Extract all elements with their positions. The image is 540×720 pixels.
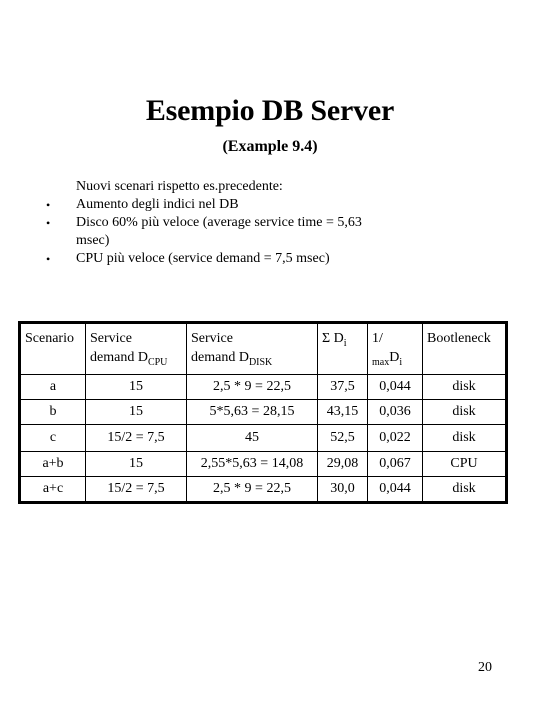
header-scenario: Scenario bbox=[20, 323, 86, 375]
header-inv-line1: 1/ bbox=[372, 331, 383, 346]
cell-disk-demand: 2,5 * 9 = 22,5 bbox=[187, 477, 318, 503]
cell-disk-demand: 2,5 * 9 = 22,5 bbox=[187, 375, 318, 400]
bullet-item bbox=[46, 196, 386, 214]
cell-cpu-demand: 15/2 = 7,5 bbox=[86, 425, 187, 452]
cell-max-throughput: 0,044 bbox=[368, 477, 423, 503]
header-cpu-demand bbox=[86, 323, 187, 375]
bullet-icon: • bbox=[46, 198, 51, 212]
cell-cpu-demand: 15 bbox=[86, 375, 187, 400]
table-row bbox=[20, 425, 507, 452]
cell-cpu-demand: 15 bbox=[86, 452, 187, 477]
table-row bbox=[20, 477, 507, 503]
bullet-icon: • bbox=[46, 216, 51, 230]
cell-bottleneck: disk bbox=[423, 400, 507, 425]
cell-bottleneck: disk bbox=[423, 375, 507, 400]
cell-sum-demand: 43,15 bbox=[318, 400, 368, 425]
bullet-text: Aumento degli indici nel DB bbox=[76, 197, 239, 212]
cell-bottleneck: CPU bbox=[423, 452, 507, 477]
bullet-list bbox=[46, 196, 386, 268]
header-cpu-line2: demand D bbox=[90, 350, 148, 365]
cell-cpu-demand: 15 bbox=[86, 400, 187, 425]
cell-max-throughput: 0,067 bbox=[368, 452, 423, 477]
cell-cpu-demand: 15/2 = 7,5 bbox=[86, 477, 187, 503]
bullet-item bbox=[46, 214, 386, 250]
header-sum-sub: i bbox=[343, 337, 347, 349]
bullet-text: Disco 60% più veloce (average service time = 5,63 msec) bbox=[76, 215, 362, 248]
cell-bottleneck: disk bbox=[423, 477, 507, 503]
table-header-row bbox=[20, 323, 507, 375]
cell-scenario: a+c bbox=[20, 477, 86, 503]
cell-max-throughput: 0,022 bbox=[368, 425, 423, 452]
header-disk-demand bbox=[187, 323, 318, 375]
cell-max-throughput: 0,036 bbox=[368, 400, 423, 425]
intro-text: Nuovi scenari rispetto es.precedente: bbox=[76, 179, 283, 194]
table-row bbox=[20, 375, 507, 400]
cell-scenario: c bbox=[20, 425, 86, 452]
cell-scenario: a bbox=[20, 375, 86, 400]
header-inv-sub: i bbox=[399, 356, 403, 368]
slide-subtitle: (Example 9.4) bbox=[222, 138, 318, 155]
header-sum-text: Σ D bbox=[322, 331, 344, 346]
cell-max-throughput: 0,044 bbox=[368, 375, 423, 400]
table-row bbox=[20, 400, 507, 425]
bullet-item bbox=[46, 250, 386, 268]
scenario-table bbox=[18, 321, 508, 504]
header-cpu-sub: CPU bbox=[147, 356, 168, 368]
page-number: 20 bbox=[478, 660, 492, 675]
header-max-throughput bbox=[368, 323, 423, 375]
cell-sum-demand: 29,08 bbox=[318, 452, 368, 477]
header-sum-demand bbox=[318, 323, 368, 375]
header-disk-line2: demand D bbox=[191, 350, 249, 365]
header-bottleneck: Bootleneck bbox=[423, 323, 507, 375]
cell-disk-demand: 5*5,63 = 28,15 bbox=[187, 400, 318, 425]
header-inv-max: max bbox=[372, 357, 390, 368]
cell-scenario: a+b bbox=[20, 452, 86, 477]
cell-scenario: b bbox=[20, 400, 86, 425]
bullet-icon: • bbox=[46, 252, 51, 266]
cell-sum-demand: 30,0 bbox=[318, 477, 368, 503]
table-row bbox=[20, 452, 507, 477]
header-disk-line1: Service bbox=[191, 331, 233, 346]
cell-sum-demand: 37,5 bbox=[318, 375, 368, 400]
cell-bottleneck: disk bbox=[423, 425, 507, 452]
header-disk-sub: DISK bbox=[248, 356, 273, 368]
cell-sum-demand: 52,5 bbox=[318, 425, 368, 452]
header-inv-d: D bbox=[389, 350, 400, 365]
cell-disk-demand: 45 bbox=[187, 425, 318, 452]
bullet-text: CPU più veloce (service demand = 7,5 msec) bbox=[76, 251, 330, 266]
header-cpu-line1: Service bbox=[90, 331, 132, 346]
cell-disk-demand: 2,55*5,63 = 14,08 bbox=[187, 452, 318, 477]
slide-title: Esempio DB Server bbox=[145, 94, 395, 127]
